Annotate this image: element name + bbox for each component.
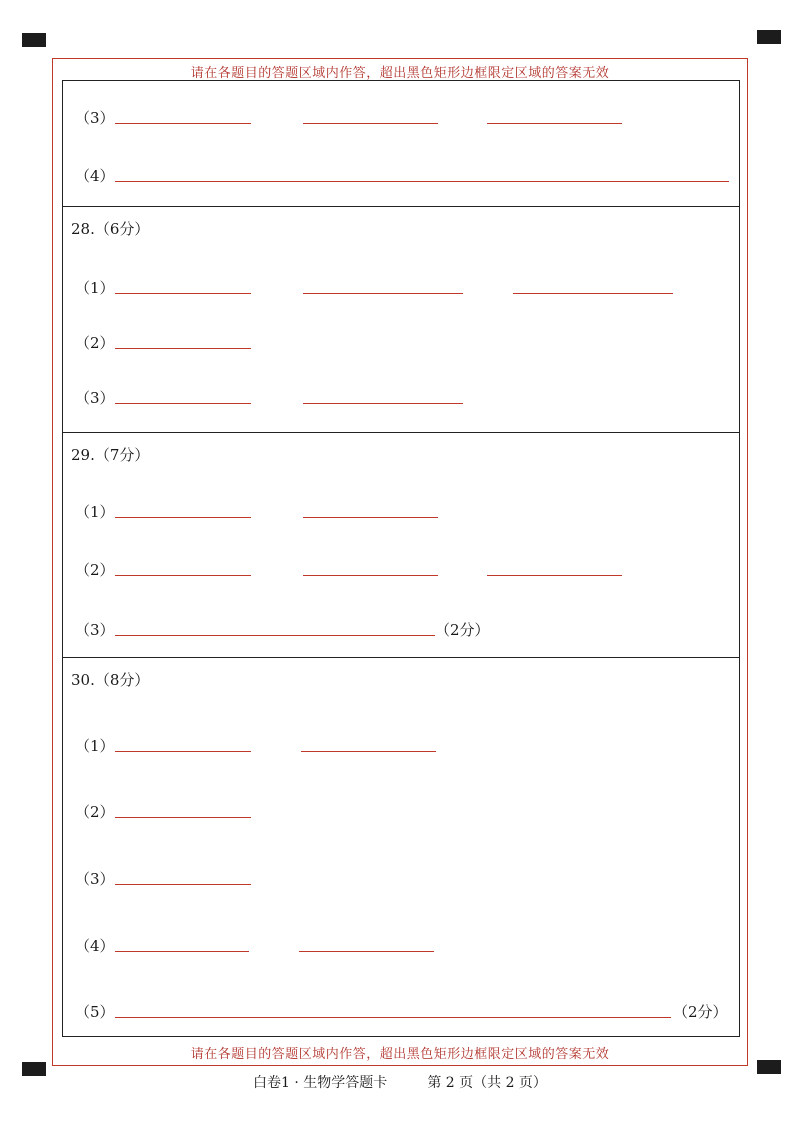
notice-top: 请在各题目的答题区域内作答，超出黑色矩形边框限定区域的答案无效: [190, 66, 610, 81]
registration-marker-top-left: [22, 33, 46, 47]
answer-row-q29-1: [63, 499, 739, 523]
answer-blank[interactable]: [487, 575, 622, 576]
notice-bottom: 请在各题目的答题区域内作答，超出黑色矩形边框限定区域的答案无效: [190, 1047, 610, 1062]
score-note: （2分）: [673, 1003, 728, 1021]
item-label: （2）: [75, 803, 115, 821]
answer-blank[interactable]: [299, 951, 434, 952]
answer-blank[interactable]: [303, 575, 438, 576]
item-label: （1）: [75, 503, 115, 521]
answer-row-q27-3: [63, 105, 739, 129]
answer-blank[interactable]: [115, 635, 435, 636]
item-label: （3）: [75, 621, 115, 639]
answer-blank[interactable]: [115, 403, 251, 404]
answer-row-q30-4: [63, 933, 739, 957]
section-q27-continued: [63, 81, 739, 207]
item-label: （5）: [75, 1003, 115, 1021]
score-note: （2分）: [435, 621, 490, 639]
registration-marker-top-right: [757, 30, 781, 44]
answer-row-q30-5: [63, 999, 739, 1023]
answer-area-box: [62, 80, 740, 1037]
answer-row-q29-3: [63, 617, 739, 641]
question-title: 28.（6分）: [71, 220, 150, 238]
item-label: （3）: [75, 109, 115, 127]
answer-blank[interactable]: [303, 517, 438, 518]
answer-blank[interactable]: [303, 123, 438, 124]
answer-row-q28-1: [63, 275, 739, 299]
item-label: （1）: [75, 279, 115, 297]
question-title: 29.（7分）: [71, 446, 150, 464]
answer-row-q29-2: [63, 557, 739, 581]
answer-blank[interactable]: [303, 293, 463, 294]
answer-blank[interactable]: [115, 293, 251, 294]
answer-blank[interactable]: [115, 1017, 671, 1018]
answer-blank[interactable]: [513, 293, 673, 294]
page-footer: [0, 1072, 800, 1092]
answer-blank[interactable]: [115, 884, 251, 885]
answer-row-q30-1: [63, 733, 739, 757]
answer-blank[interactable]: [115, 951, 249, 952]
answer-row-q28-3: [63, 385, 739, 409]
answer-row-q30-2: [63, 799, 739, 823]
answer-blank[interactable]: [303, 403, 463, 404]
answer-blank[interactable]: [115, 123, 251, 124]
answer-blank[interactable]: [115, 817, 251, 818]
item-label: （3）: [75, 389, 115, 407]
item-label: （1）: [75, 737, 115, 755]
footer-paper-title: 白卷1 · 生物学答题卡: [253, 1075, 388, 1091]
answer-blank[interactable]: [115, 517, 251, 518]
item-label: （2）: [75, 561, 115, 579]
section-q28: [63, 207, 739, 433]
answer-blank[interactable]: [301, 751, 436, 752]
item-label: （3）: [75, 870, 115, 888]
answer-blank[interactable]: [115, 181, 729, 182]
section-q30: [63, 658, 739, 1036]
answer-blank[interactable]: [115, 575, 251, 576]
question-title: 30.（8分）: [71, 671, 150, 689]
answer-blank[interactable]: [115, 348, 251, 349]
item-label: （2）: [75, 334, 115, 352]
item-label: （4）: [75, 167, 115, 185]
answer-blank[interactable]: [115, 751, 251, 752]
answer-row-q30-3: [63, 866, 739, 890]
answer-row-q27-4: [63, 163, 739, 187]
answer-blank[interactable]: [487, 123, 622, 124]
footer-page-number: 第 2 页（共 2 页）: [427, 1075, 547, 1091]
item-label: （4）: [75, 937, 115, 955]
section-q29: [63, 433, 739, 658]
answer-row-q28-2: [63, 330, 739, 354]
